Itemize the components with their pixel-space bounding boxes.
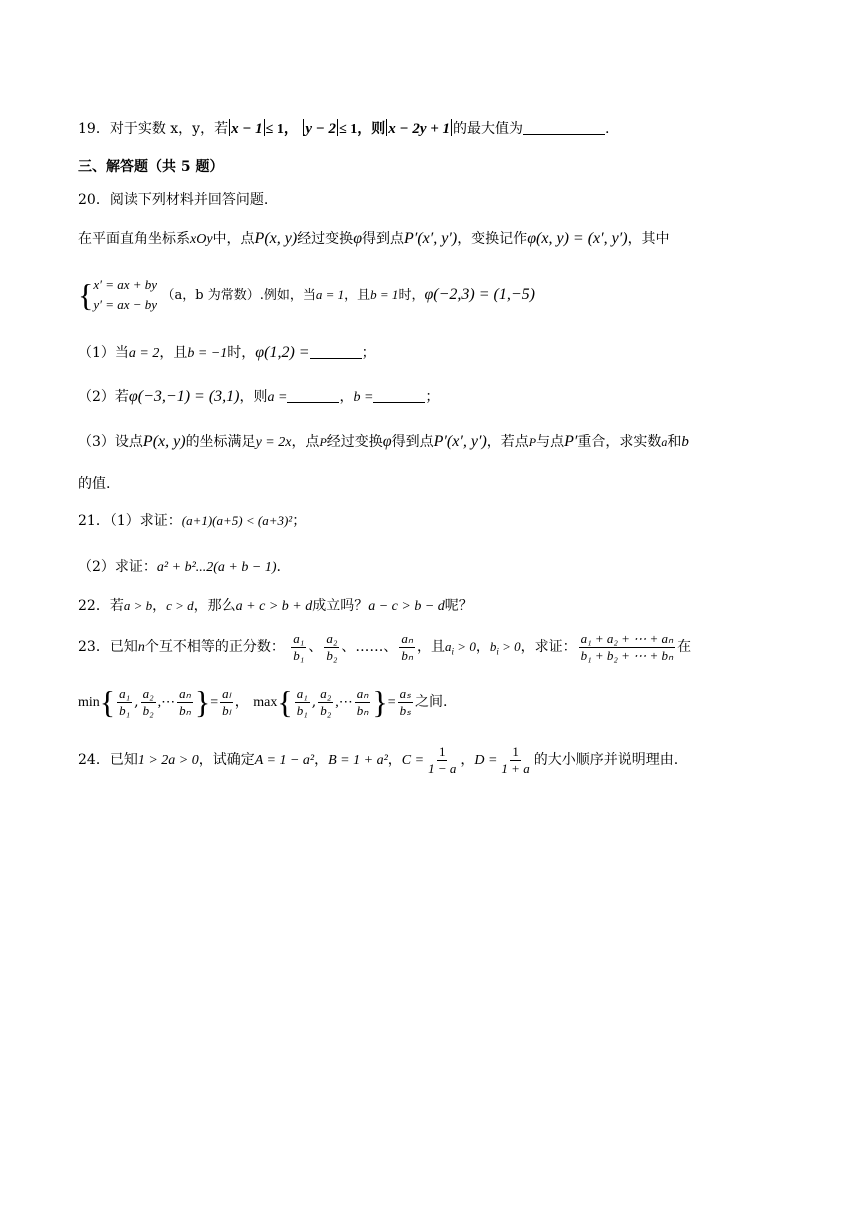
q20-p3-text: 的坐标满足 [185,434,256,450]
q20-p2-end: ； [425,389,440,405]
q23-zai: 在 [677,639,692,655]
q20-p1-lead: （1）当 [78,345,129,361]
fraction [318,686,333,719]
q20-p3-text: ，若点 [486,434,529,450]
q23-ai: a [445,639,452,654]
q21-part2 [78,557,281,578]
frac-den: 1 + a [501,760,530,776]
q20-p3-p: P [528,435,537,449]
q19-tail: 的最大值为 [453,121,524,137]
q23-n: n [137,640,145,655]
q19-cond1: ≤ 1， [265,122,298,137]
frac-num: aₛ [399,685,412,701]
q23-cdots: ,⋯ [335,695,353,710]
fraction [291,631,306,664]
q20-point-p: P(x, y) [254,230,298,247]
q20-intro-text: ，其中 [627,231,670,247]
brace-icon: { [78,277,94,313]
q20-p3-text: 经过变换 [326,434,383,450]
q20-part1 [78,343,376,364]
q20-p1-and: ，且 [159,345,188,361]
frac-num: a₂ [326,630,338,646]
q23-lead: 23．已知 [78,639,138,655]
abs-bar [229,119,230,136]
abs-bar [451,119,452,136]
q23-lead2: 个互不相等的正分数： [144,639,285,655]
q20-intro-text: 在平面直角坐标系 [78,231,190,247]
q21-part1 [78,511,306,531]
q23-cdots: ,⋯ [157,695,176,710]
q23-gt0: > 0 [454,639,476,654]
q20-notation: φ(x, y) = (x′, y′) [527,230,628,247]
fraction [177,686,193,719]
q23-sep: 、 [383,639,398,655]
fraction [295,686,310,719]
frac-num: a₁ [296,685,308,701]
frac-num: aₙ [179,685,191,701]
q19-end: . [605,121,610,137]
question-23-line1: 23．已知n个互不相等的正分数： $\frac{\text{a₁}}{\text{b₁}}$ 、 $\frac{\text{a₂}}{\text{b₂}}$ 、……、 $\frac{\text{aₙ}}{\text{bₙ}}$ ，且$a_i > 0$，$b_i > 0$，求证： $\frac{\text{a₁ + a₂ + ⋯ + aₙ}}{\text{b₁ + b₂ + ⋯ + bₙ}}$ 在 [78,630,692,663]
q20-title: 20．阅读下列材料并回答问题. [78,192,269,208]
q22-comma: ， [152,598,167,614]
frac-den: bₙ [356,702,369,718]
frac-den: b₂ [320,702,332,718]
frac-den: b₁ + b₂ + ⋯ + bₙ [580,647,674,663]
question-19 [78,119,610,140]
q24-c: C = [401,753,425,768]
frac-num: a₂ [142,685,154,701]
q20-xoy: xOy [190,232,213,247]
q23-between: 之间. [415,694,448,710]
q20-when: 时， [398,288,425,303]
fraction [220,686,233,719]
q21-l1-lead: 21．（1）求证： [78,513,182,529]
frac-num: aₙ [401,630,414,646]
q20-p2-a: a = [267,390,288,405]
q23-gt0: > 0 [498,639,521,654]
q20-eq1: x′ = ax + by [93,277,158,292]
frac-den: b₁ [296,702,308,718]
frac-den: b₂ [142,702,154,718]
frac-num: a₁ + a₂ + ⋯ + aₙ [580,630,674,646]
answer-blank [373,388,425,403]
q22-lead: 22．若 [78,598,124,614]
q20-p3-point: P(x, y) [142,433,186,450]
answer-blank [310,344,362,359]
q23-ai-cond: $a_i > 0$ [445,639,476,657]
q20-p3-text: 和 [667,434,682,450]
q20-p3-text: 与点 [536,434,565,450]
q19-abs1: x − 1 [231,121,263,137]
q19-lead: 19．对于实数 x，y，若 [78,121,229,137]
q20-p1-when: 时， [227,345,256,361]
q24-comma: ， [314,752,329,768]
q20-a1: a = 1 [315,287,345,302]
section-heading: 三、解答题（共 5 题） [78,159,224,175]
q20-b1: b = 1 [370,287,399,302]
q20-p3-pprime: P′(x′, y′) [433,433,487,450]
q21-l2-expr: a² + b²...2(a + b − 1) [156,560,277,575]
q23-eq: = [210,695,219,710]
q20-intro-text: 得到点 [362,231,405,247]
q19-abs3: x − 2y + 1 [388,121,451,137]
frac-den: b₁ [293,647,305,663]
q23-eq: = [387,695,396,710]
q19-cond2: ≤ 1，则 [339,122,386,137]
fraction [117,686,132,719]
q23-sep: 、 [308,639,323,655]
q21-l2-end: . [276,559,281,575]
q24-d: D = [474,753,498,768]
q20-p3-eq: y = 2x [255,435,292,450]
frac-den: b₁ [119,702,131,718]
q21-l1-end: ； [292,513,307,529]
frac-num: a₁ [293,630,305,646]
fraction [499,744,531,777]
q20-p2-comma: ， [339,389,354,405]
q20-system [93,275,157,315]
q20-eq2: y′ = ax − by [93,297,158,312]
right-brace-icon: } [372,684,388,720]
q20-p1-a: a = 2 [128,346,160,361]
q24-cond: 1 > 2a > 0 [137,753,199,768]
q20-intro-text: ，变换记作 [457,231,528,247]
q20-p3-b: b [681,434,689,450]
q20-p3-text: （3）设点 [78,434,143,450]
q20-p1-expr: φ(1,2) = [255,344,310,361]
q22-e1: a + c > b + d [235,599,313,614]
q23-bi: b [489,639,497,654]
abs-bar [337,119,338,136]
q23-max: max [253,695,278,710]
fraction [141,686,156,719]
fraction [324,631,339,664]
q20-p2-then: ，则 [239,389,268,405]
frac-num: aₙ [356,685,369,701]
question-24 [78,740,678,781]
frac-den: 1 − a [428,760,457,776]
q20-p2-lead: （2）若 [78,389,129,405]
q20-phi: φ [353,230,363,247]
frac-den: bₙ [179,702,191,718]
q20-p2-b: b = [353,390,374,405]
q23-and: ，且 [417,639,446,655]
q20-p3-phi: φ [382,433,392,450]
q21-l1-expr: (a+1)(a+5) < (a+3)² [181,513,293,528]
q20-p3-pp: P′ [564,433,578,450]
q19-abs2: y − 2 [305,121,337,137]
frac-den: bₛ [399,702,412,718]
q22-e2: a − c > b − d [368,599,445,614]
q24-b: B = 1 + a² [328,753,388,768]
q20-part2 [78,387,439,408]
q24-lead: 24．已知 [78,752,138,768]
fraction [355,686,371,719]
q23-bi-cond: $b_i > 0$ [489,639,521,657]
q20-p1-end: ； [361,345,376,361]
q24-a: A = 1 − a² [254,753,315,768]
q20-part3-tail: 的值. [78,476,111,492]
q20-p3-p: P [319,435,327,449]
left-brace-icon: { [277,684,293,720]
sum-fraction [579,631,676,664]
question-23-line2: min{ $\frac{\text{a₁}}{\text{b₁}}$ , $\frac{\text{a₂}}{\text{b₂}}$ ,⋯ $\frac{\text{aₙ}}{\text{bₙ}}$ }= $\frac{\text{aₗ}}{\text{bₗ}}$ ， max{ $\frac{\text{a₁}}{\text{b₁}}$ , $\frac{\text{a₂}}{\text{b₂}}$ ,⋯ $\frac{\text{aₙ}}{\text{bₙ}}$ }= $\frac{\text{aₛ}}{\text{bₛ}}$ 之间. [78,684,448,720]
left-brace-icon: { [99,684,116,720]
q20-p2-expr: φ(−3,−1) = (3,1) [128,388,240,405]
q20-p3-a: a [661,435,668,449]
q20-const-note: （a，b 为常数）.例如，当 [161,288,316,303]
frac-num: a₁ [119,685,131,701]
frac-den: bₙ [401,647,414,663]
q23-prove: ，求证： [520,639,577,655]
q22-end: 呢？ [444,598,473,614]
question-22 [78,596,473,617]
q20-example: φ(−2,3) = (1,−5) [424,286,536,303]
frac-num: 1 [512,743,519,759]
frac-num: aₗ [222,685,231,701]
q20-system-line [78,275,535,316]
frac-num: 1 [438,743,446,759]
q23-sep: 、 [341,639,356,655]
q24-tail: 的大小顺序并说明理由. [533,752,679,768]
fraction [426,744,458,777]
q20-p3-text: 得到点 [391,434,434,450]
q20-p3-text: ，点 [291,434,320,450]
frac-den: b₂ [326,647,338,663]
q23-dots: …… [355,639,384,655]
q24-mid: ，试确定 [198,752,255,768]
q21-l2-lead: （2）求证： [78,559,157,575]
q20-p1-b: b = −1 [187,346,228,361]
answer-blank [287,388,339,403]
q20-intro [78,229,670,250]
q20-intro-text: 经过变换 [297,231,354,247]
q24-comma: ， [460,752,475,768]
q20-part3 [78,432,689,453]
frac-num: a₂ [320,685,332,701]
q22-c1: a > b [123,598,153,613]
q20-point-pprime: P′(x′, y′) [404,230,458,247]
abs-bar [264,119,265,136]
q20-and: ，且 [344,288,371,303]
q20-intro-text: 中，点 [212,231,255,247]
q23-min: min [78,695,100,710]
q22-c2: c > d [166,598,194,613]
q20-p3-text: 重合，求实数 [577,434,662,450]
q22-mid2: 成立吗？ [312,598,369,614]
q22-mid: ，那么 [193,598,236,614]
right-brace-icon: } [194,684,211,720]
answer-blank [523,120,605,135]
q24-comma: ， [387,752,402,768]
fraction [398,686,413,719]
fraction [399,631,415,664]
frac-den: bₗ [222,702,231,718]
